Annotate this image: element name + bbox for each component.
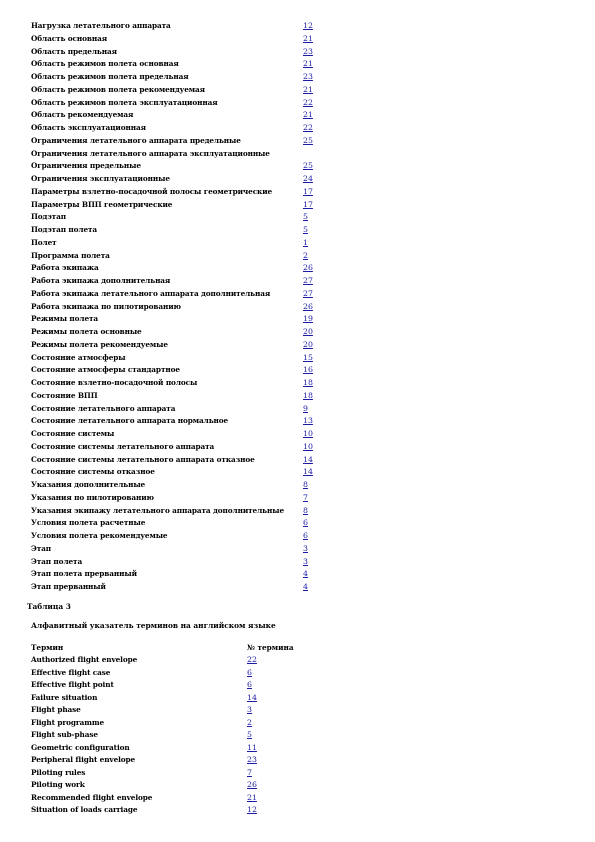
term-number-link[interactable]: 14	[303, 454, 313, 464]
table-row	[31, 767, 331, 780]
table-row	[31, 717, 331, 730]
index-term: Ограничения предельные	[31, 161, 141, 171]
term-number-link[interactable]: 10	[303, 441, 313, 451]
term-number-link[interactable]: 25	[303, 135, 313, 145]
table-row	[31, 704, 331, 717]
index-row	[31, 326, 331, 339]
term-number-link[interactable]: 18	[303, 378, 313, 387]
index-row	[31, 505, 331, 518]
term-number-link[interactable]: 2	[247, 717, 252, 727]
table-row	[31, 729, 331, 742]
index-row	[31, 84, 331, 97]
english-term: Peripheral flight envelope	[31, 755, 136, 765]
english-term: Flight programme	[31, 717, 105, 727]
index-term: Режимы полета	[31, 314, 99, 324]
english-term-table	[31, 642, 331, 817]
section-title: Алфавитный указатель терминов на английском языке	[31, 621, 276, 630]
index-term: Область рекомендуемая	[31, 110, 134, 120]
index-term: Состояние системы летательного аппарата отказное	[31, 454, 255, 464]
header-term: Термин	[31, 643, 64, 652]
index-term: Этап полета	[31, 556, 83, 566]
term-number-link[interactable]: 17	[303, 186, 313, 196]
index-row	[31, 46, 331, 59]
term-number-link[interactable]: 3	[303, 556, 308, 566]
index-term: Указания экипажу летательного аппарата дополнительные	[31, 505, 284, 515]
index-row	[31, 415, 331, 428]
index-row	[31, 148, 331, 161]
table-row	[31, 654, 331, 667]
english-term: Recommended flight envelope	[31, 792, 153, 802]
english-term: Geometric configuration	[31, 742, 130, 752]
index-row	[31, 211, 331, 224]
index-term: Состояние атмосферы	[31, 352, 126, 362]
term-number-link[interactable]: 4	[303, 569, 308, 579]
index-term: Условия полета расчетные	[31, 518, 146, 528]
index-term: Область режимов полета основная	[31, 59, 179, 69]
term-number-link[interactable]: 19	[303, 314, 313, 324]
english-term: Piloting rules	[31, 767, 86, 777]
index-row	[31, 581, 331, 594]
index-term: Подэтап	[31, 212, 66, 222]
index-term: Состояние атмосферы стандартное	[31, 365, 180, 375]
index-row	[31, 352, 331, 365]
term-number-link[interactable]: 24	[303, 174, 313, 183]
index-row	[31, 288, 331, 301]
term-number-link[interactable]: 13	[303, 416, 313, 426]
term-number-link[interactable]: 3	[303, 543, 308, 553]
index-row	[31, 33, 331, 46]
index-row	[31, 71, 331, 84]
index-row	[31, 466, 331, 479]
index-row	[31, 313, 331, 326]
term-number-link[interactable]: 5	[247, 730, 252, 740]
index-term: Состояние системы летательного аппарата	[31, 441, 215, 451]
index-term: Область основная	[31, 33, 108, 43]
index-term: Работа экипажа	[31, 263, 99, 273]
index-term: Область предельная	[31, 46, 117, 56]
index-term: Нагрузка летательного аппарата	[31, 21, 171, 30]
header-term-number: № термина	[247, 643, 294, 652]
russian-term-index	[31, 20, 331, 594]
term-number-link[interactable]: 8	[303, 505, 308, 515]
table-row	[31, 754, 331, 767]
term-number-link[interactable]: 5	[303, 212, 308, 222]
table-row	[31, 679, 331, 692]
table-header-row	[31, 642, 331, 654]
index-term: Состояние ВПП	[31, 390, 98, 400]
index-row	[31, 262, 331, 275]
term-number-link[interactable]: 7	[303, 492, 308, 502]
term-number-link[interactable]: 27	[303, 288, 313, 298]
term-number-link[interactable]: 6	[303, 518, 308, 528]
index-row	[31, 377, 331, 390]
table-row	[31, 742, 331, 755]
index-row	[31, 135, 331, 148]
term-number-link[interactable]: 2	[303, 250, 308, 260]
index-row	[31, 543, 331, 556]
index-row	[31, 517, 331, 530]
term-number-link[interactable]: 3	[247, 705, 252, 715]
index-row	[31, 122, 331, 135]
term-number-link[interactable]: 27	[303, 276, 313, 285]
index-term: Параметры взлетно-посадочной полосы геометрические	[31, 186, 273, 196]
term-number-link[interactable]: 26	[247, 780, 257, 790]
term-number-link[interactable]: 11	[247, 742, 257, 752]
index-row	[31, 186, 331, 199]
index-term: Ограничения летательного аппарата эксплуатационные	[31, 148, 270, 158]
index-term: Параметры ВПП геометрические	[31, 199, 173, 209]
term-number-link[interactable]: 26	[303, 301, 313, 311]
term-number-link[interactable]: 18	[303, 390, 313, 400]
term-number-link[interactable]: 26	[303, 263, 313, 273]
index-row	[31, 492, 331, 505]
term-number-link[interactable]: 6	[247, 680, 252, 690]
english-term: Failure situation	[31, 692, 98, 702]
table-row	[31, 692, 331, 705]
term-number-link[interactable]: 17	[303, 199, 313, 209]
term-number-link[interactable]: 22	[303, 123, 313, 132]
term-number-link[interactable]: 7	[247, 767, 252, 777]
term-number-link[interactable]: 14	[247, 692, 257, 702]
term-number-link[interactable]: 9	[303, 403, 308, 413]
index-row	[31, 364, 331, 377]
index-row	[31, 568, 331, 581]
index-term: Область режимов полета предельная	[31, 72, 189, 81]
index-term: Ограничения эксплуатационные	[31, 174, 170, 183]
index-row	[31, 530, 331, 543]
english-term: Effective flight case	[31, 667, 111, 677]
index-row	[31, 224, 331, 237]
index-row	[31, 275, 331, 288]
english-term-rows	[31, 654, 331, 817]
term-number-link[interactable]: 21	[303, 110, 313, 120]
term-number-link[interactable]: 6	[247, 667, 252, 677]
term-number-link[interactable]: 21	[303, 84, 313, 94]
english-term: Authorized flight envelope	[31, 655, 138, 665]
index-row	[31, 403, 331, 416]
index-term: Работа экипажа по пилотированию	[31, 301, 181, 311]
table-row	[31, 779, 331, 792]
index-term: Полет	[31, 237, 57, 247]
term-number-link[interactable]: 21	[303, 33, 313, 43]
table-caption: Таблица 3	[27, 602, 71, 611]
index-term: Область режимов полета рекомендуемая	[31, 84, 205, 94]
index-term: Состояние взлетно-посадочной полосы	[31, 378, 198, 387]
index-row	[31, 390, 331, 403]
index-term: Ограничения летательного аппарата предельные	[31, 135, 241, 145]
index-term: Работа экипажа дополнительная	[31, 276, 171, 285]
index-row	[31, 250, 331, 263]
index-row	[31, 428, 331, 441]
term-number-link[interactable]: 10	[303, 429, 313, 438]
index-term: Подэтап полета	[31, 225, 98, 234]
term-number-link[interactable]: 23	[303, 72, 313, 81]
term-number-link[interactable]: 23	[303, 46, 313, 56]
index-row	[31, 339, 331, 352]
index-row	[31, 97, 331, 110]
term-number-link[interactable]: 25	[303, 161, 313, 171]
index-row	[31, 20, 331, 33]
term-number-link[interactable]: 14	[303, 467, 313, 477]
term-number-link[interactable]: 20	[303, 339, 313, 349]
index-row	[31, 441, 331, 454]
english-term: Flight phase	[31, 705, 81, 715]
index-term: Указания по пилотированию	[31, 492, 154, 502]
index-term: Состояние системы	[31, 429, 115, 438]
english-term: Effective flight point	[31, 680, 114, 690]
term-number-link[interactable]: 22	[303, 97, 313, 107]
english-term: Situation of loads carriage	[31, 805, 138, 815]
term-number-link[interactable]: 5	[303, 225, 308, 234]
index-term: Указания дополнительные	[31, 480, 146, 489]
term-number-link[interactable]: 21	[247, 792, 257, 802]
term-number-link[interactable]: 16	[303, 365, 313, 375]
table-row	[31, 804, 331, 817]
term-number-link[interactable]: 20	[303, 327, 313, 336]
index-row	[31, 556, 331, 569]
english-term: Flight sub-phase	[31, 730, 98, 740]
index-row	[31, 58, 331, 71]
term-number-link[interactable]: 22	[247, 655, 257, 665]
index-row	[31, 301, 331, 314]
table-row	[31, 667, 331, 680]
table-row	[31, 792, 331, 805]
index-row	[31, 237, 331, 250]
index-term: Состояние системы отказное	[31, 467, 155, 477]
index-term: Этап прерванный	[31, 582, 106, 591]
term-number-link[interactable]: 23	[247, 755, 257, 765]
index-term: Программа полета	[31, 250, 110, 260]
index-term: Состояние летательного аппарата	[31, 403, 176, 413]
index-row	[31, 454, 331, 467]
term-number-link[interactable]: 21	[303, 59, 313, 69]
index-term: Состояние летательного аппарата нормальное	[31, 416, 229, 426]
index-term: Режимы полета основные	[31, 327, 142, 336]
term-number-link[interactable]: 12	[303, 21, 313, 30]
index-term: Работа экипажа летательного аппарата дополнительная	[31, 288, 271, 298]
index-row	[31, 479, 331, 492]
english-term: Piloting work	[31, 780, 85, 790]
term-number-link[interactable]: 8	[303, 480, 308, 489]
index-term: Область режимов полета эксплуатационная	[31, 97, 218, 107]
index-term: Условия полета рекомендуемые	[31, 531, 168, 540]
term-number-link[interactable]: 1	[303, 237, 308, 247]
index-row	[31, 160, 331, 173]
index-row	[31, 173, 331, 186]
index-row	[31, 199, 331, 212]
index-term: Область эксплуатационная	[31, 123, 146, 132]
index-term: Этап	[31, 543, 51, 553]
index-row	[31, 109, 331, 122]
term-number-link[interactable]: 12	[247, 805, 257, 815]
term-number-link[interactable]: 4	[303, 582, 308, 591]
term-number-link[interactable]: 15	[303, 352, 313, 362]
index-term: Этап полета прерванный	[31, 569, 137, 579]
index-term: Режимы полета рекомендуемые	[31, 339, 168, 349]
term-number-link[interactable]: 6	[303, 531, 308, 540]
